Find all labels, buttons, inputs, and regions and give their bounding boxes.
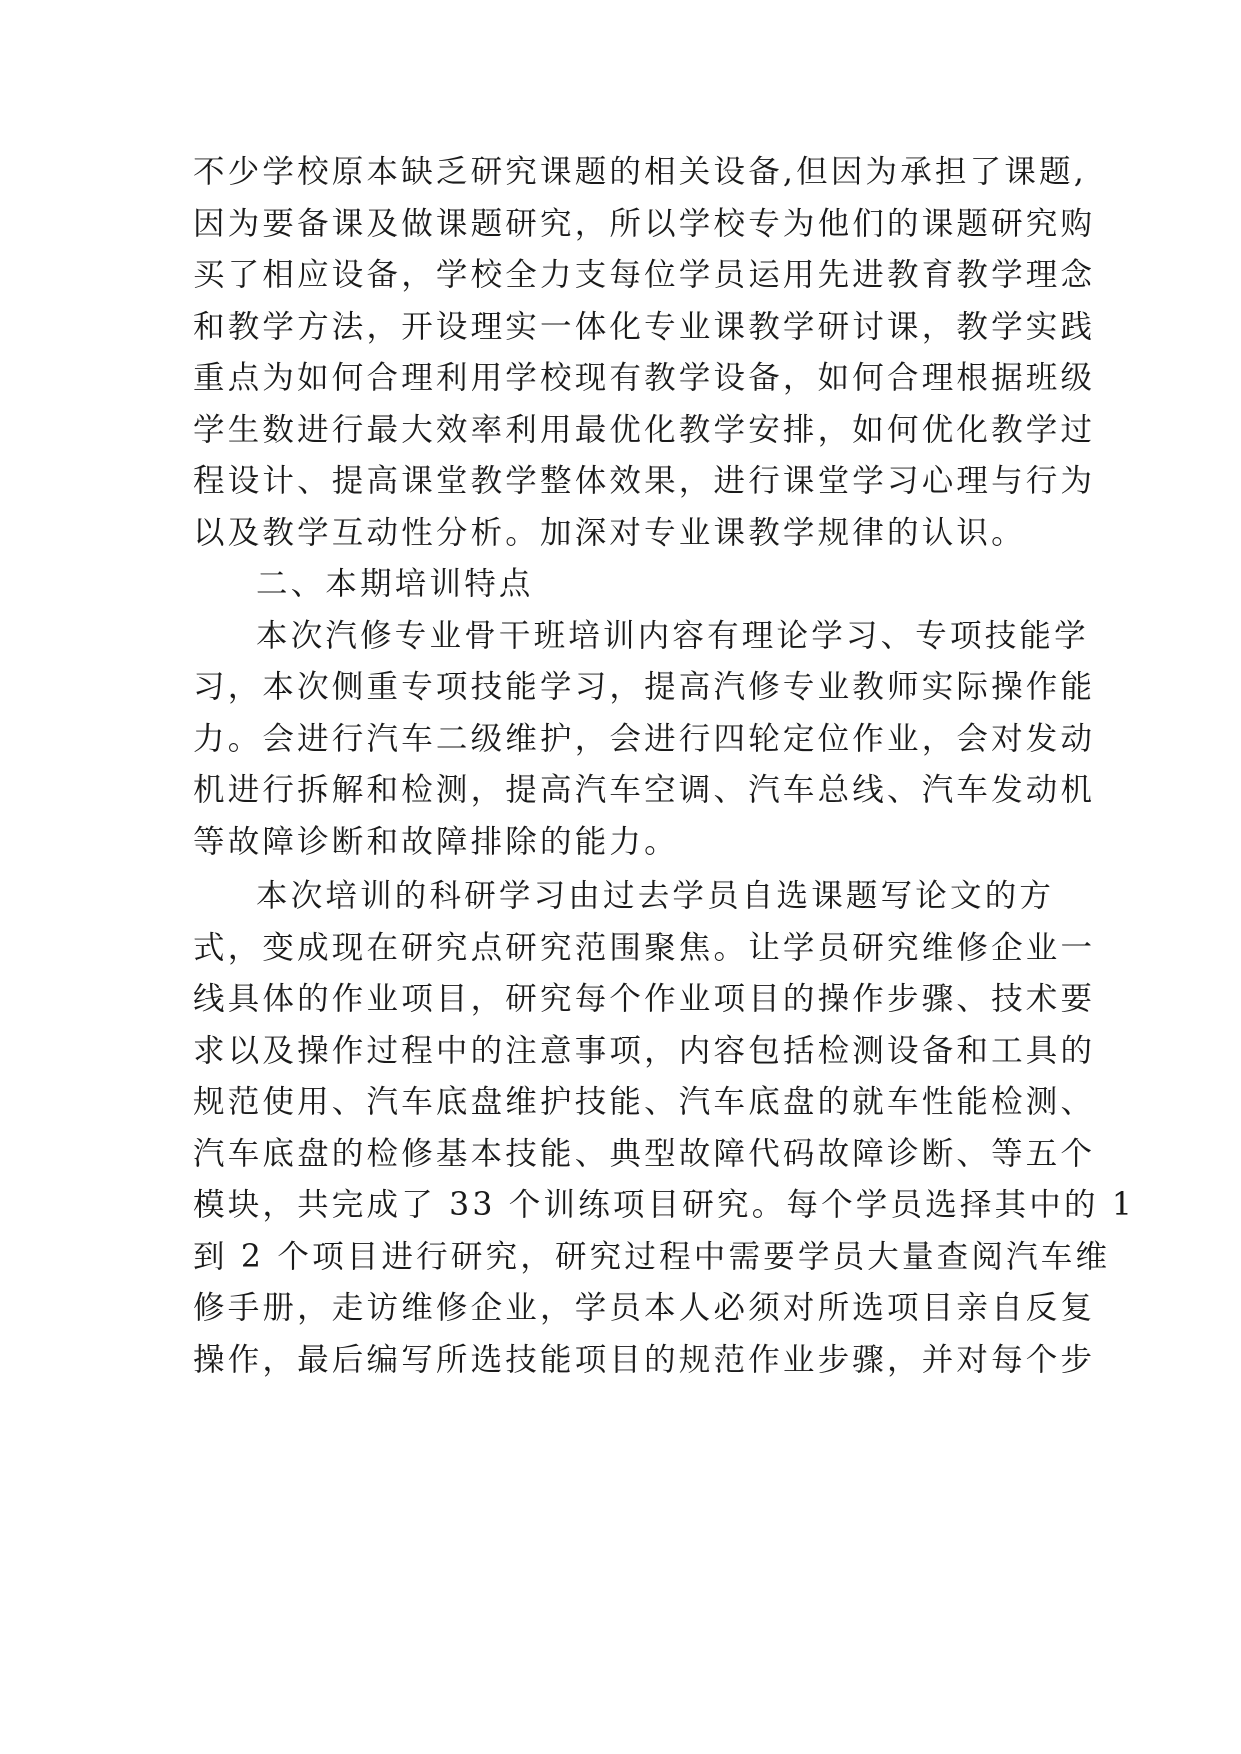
paragraph-line: 修手册，走访维修企业，学员本人必须对所选项目亲自反复 <box>193 1290 1096 1326</box>
paragraph-line: 式，变成现在研究点研究范围聚焦。让学员研究维修企业一 <box>193 930 1096 966</box>
paragraph-line: 本次汽修专业骨干班培训内容有理论学习、专项技能学 <box>256 618 1089 654</box>
paragraph-line: 汽车底盘的检修基本技能、典型故障代码故障诊断、等五个 <box>193 1136 1096 1172</box>
paragraph-line: 线具体的作业项目，研究每个作业项目的操作步骤、技术要 <box>193 981 1096 1017</box>
paragraph-line: 习，本次侧重专项技能学习，提高汽修专业教师实际操作能 <box>193 669 1096 705</box>
section-heading: 二、本期培训特点 <box>256 566 534 602</box>
paragraph-line: 本次培训的科研学习由过去学员自选课题写论文的方 <box>256 878 1055 914</box>
paragraph-line: 因为要备课及做课题研究，所以学校专为他们的课题研究购 <box>193 206 1096 242</box>
paragraph-line: 到 2 个项目进行研究，研究过程中需要学员大量查阅汽车维 <box>193 1239 1111 1275</box>
paragraph-line: 不少学校原本缺乏研究课题的相关设备,但因为承担了课题, <box>193 154 1087 190</box>
paragraph-line: 等故障诊断和故障排除的能力。 <box>193 824 679 860</box>
paragraph-line: 学生数进行最大效率利用最优化教学安排，如何优化教学过 <box>193 412 1096 448</box>
paragraph-line: 求以及操作过程中的注意事项，内容包括检测设备和工具的 <box>193 1033 1096 1069</box>
paragraph-line: 操作，最后编写所选技能项目的规范作业步骤，并对每个步 <box>193 1342 1096 1378</box>
paragraph-line: 买了相应设备，学校全力支每位学员运用先进教育教学理念 <box>193 257 1096 293</box>
paragraph-line: 机进行拆解和检测，提高汽车空调、汽车总线、汽车发动机 <box>193 772 1096 808</box>
paragraph-line: 重点为如何合理利用学校现有教学设备，如何合理根据班级 <box>193 360 1096 396</box>
paragraph-line: 程设计、提高课堂教学整体效果，进行课堂学习心理与行为 <box>193 463 1096 499</box>
paragraph-line: 规范使用、汽车底盘维护技能、汽车底盘的就车性能检测、 <box>193 1084 1096 1120</box>
paragraph-line: 力。会进行汽车二级维护，会进行四轮定位作业，会对发动 <box>193 721 1096 757</box>
paragraph-line: 以及教学互动性分析。加深对专业课教学规律的认识。 <box>193 515 1026 551</box>
paragraph-line: 和教学方法，开设理实一体化专业课教学研讨课，教学实践 <box>193 309 1096 345</box>
paragraph-line: 模块，共完成了 33 个训练项目研究。每个学员选择其中的 1 <box>193 1187 1136 1223</box>
